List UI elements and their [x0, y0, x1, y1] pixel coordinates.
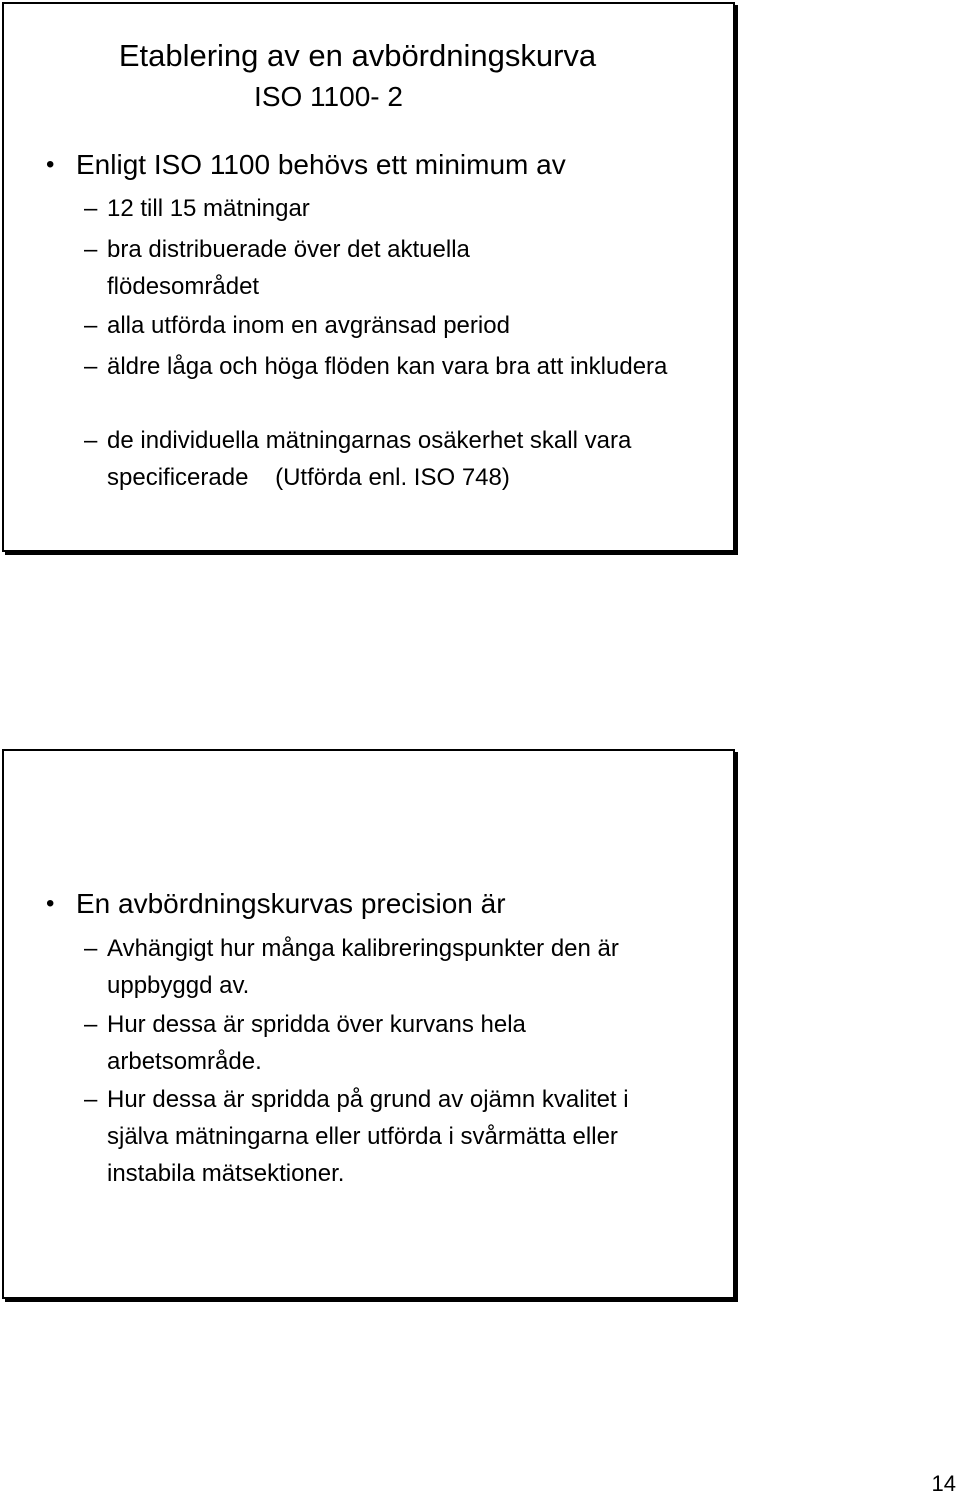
sub-item-text: Avhängigt hur många kalibreringspunkter den är uppbyggd av. — [107, 935, 619, 999]
page-number: 14 — [931, 1471, 956, 1496]
dash-icon: – — [84, 935, 98, 962]
dash-icon: – — [84, 427, 98, 454]
sub-item-text: de individuella mätningarnas osäkerhet skall vara specificerade (Utförda enl. ISO 748) — [107, 427, 638, 491]
sub-item-text: Hur dessa är spridda på grund av ojämn kvalitet i själva mätningarna eller utförda i svårmätta eller instabila mätsektioner. — [107, 1086, 629, 1187]
slide-subtitle: ISO 1100- 2 — [254, 81, 403, 112]
slide-1 — [2, 2, 735, 552]
dash-icon: – — [84, 195, 98, 222]
sub-item-text: Hur dessa är spridda över kurvans hela arbetsområde. — [107, 1011, 526, 1075]
bullet-dot-icon: • — [46, 890, 55, 917]
bullet-text: En avbördningskurvas precision är — [76, 888, 506, 919]
sub-item-text: bra distribuerade över det aktuella flödesområdet — [107, 236, 470, 300]
bullet-text: Enligt ISO 1100 behövs ett minimum av — [76, 149, 566, 180]
dash-icon: – — [84, 1011, 98, 1038]
sub-item-text: äldre låga och höga flöden kan vara bra att inkludera — [107, 353, 668, 380]
bullet-dot-icon: • — [46, 151, 55, 178]
dash-icon: – — [84, 1086, 98, 1113]
dash-icon: – — [84, 312, 98, 339]
dash-icon: – — [84, 236, 98, 263]
sub-item-text: 12 till 15 mätningar — [107, 195, 310, 222]
dash-icon: – — [84, 353, 98, 380]
sub-item-text: alla utförda inom en avgränsad period — [107, 312, 510, 339]
slide-title: Etablering av en avbördningskurva — [118, 38, 597, 73]
slide-2 — [2, 749, 735, 1299]
